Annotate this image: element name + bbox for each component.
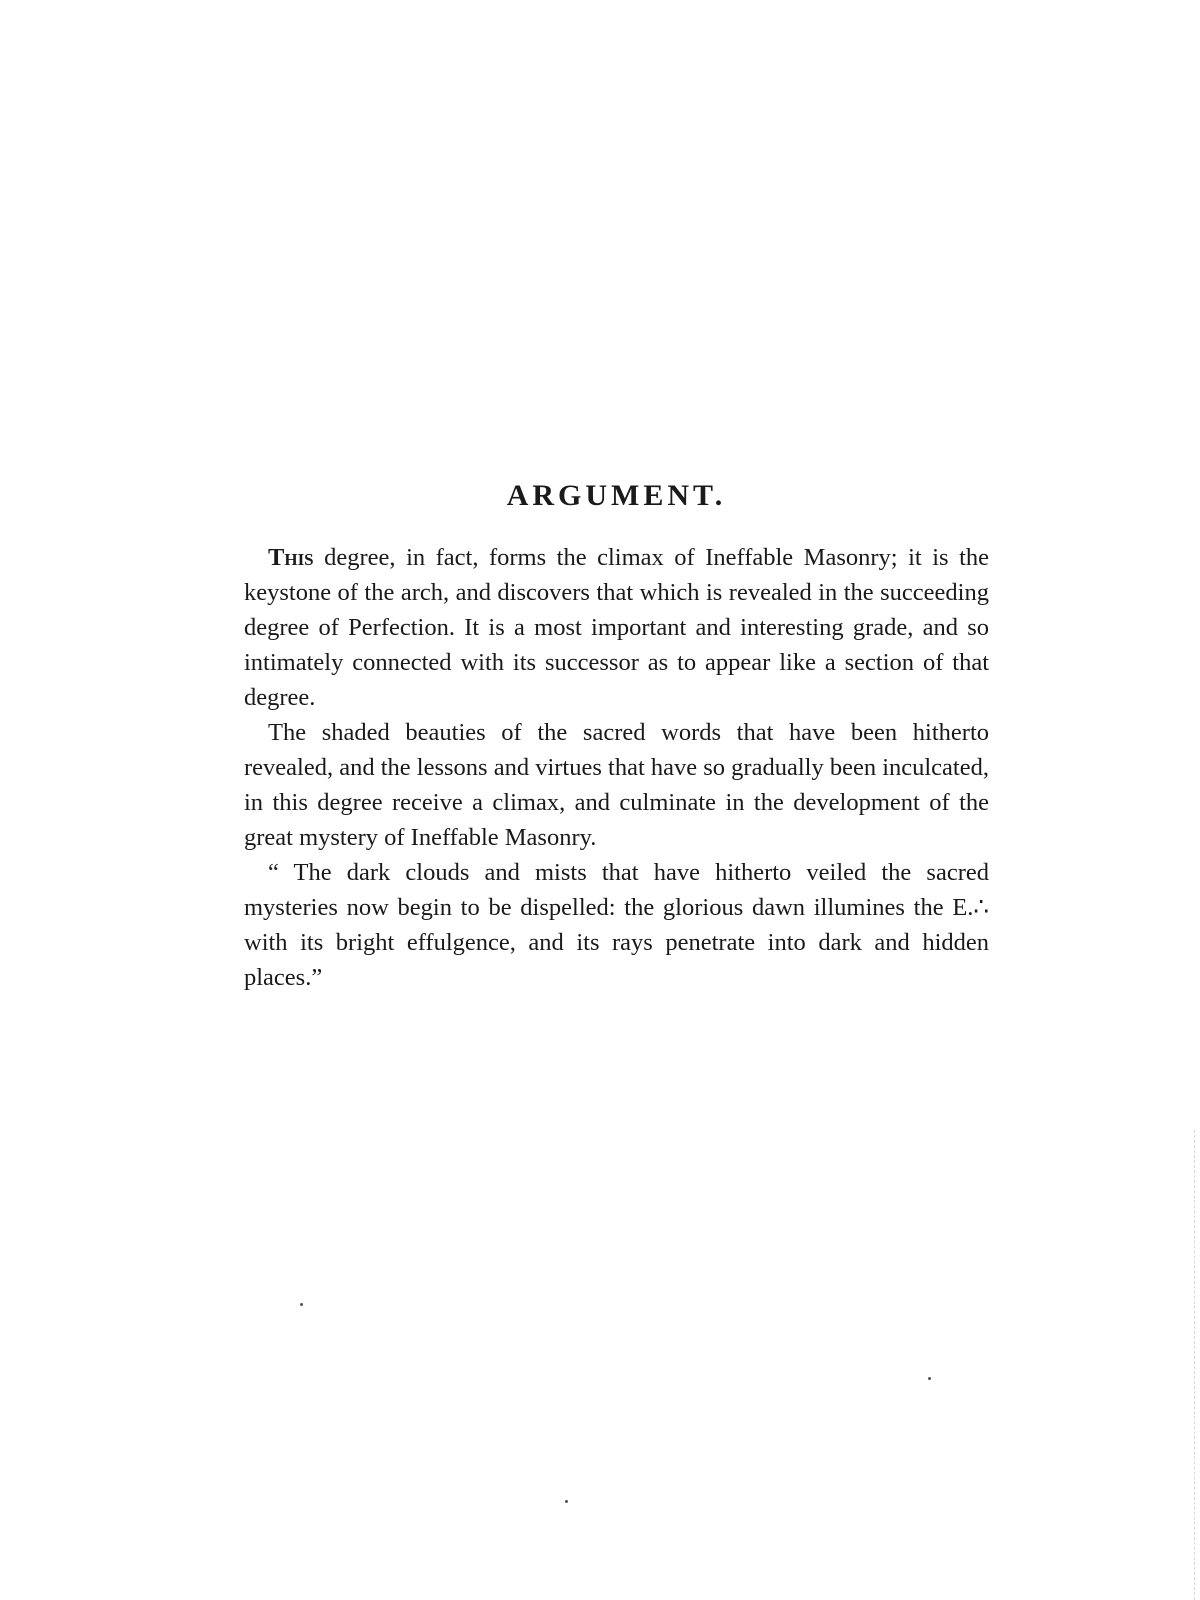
paragraph-3: “ The dark clouds and mists that have hitherto veiled the sacred mysteries now begin to be dispelled: the glorious dawn illumines the E.∴ with its bright effulgence, and its rays penetrate into dark and hidden places.” — [244, 859, 989, 991]
paragraph-2: The shaded beauties of the sacred words that have been hitherto revealed, and the lessons and virtues that have so gradually been inculcated, in this degree receive a climax, and culminate in the development of the great mystery of Ineffable Masonry. — [244, 719, 989, 851]
paper-speck — [300, 1303, 303, 1306]
paragraph-1-text: degree, in fact, forms the climax of Ineffable Masonry; it is the keystone of the arch, and discovers that which is revealed in the succeeding degree of Perfection. It is a most important and interesting grade, and so intimately connected with its successor as to appear like a section of that degree. — [244, 544, 989, 711]
argument-section — [244, 478, 989, 995]
page-edge — [1194, 1130, 1200, 1600]
paragraph-1-lead: This — [268, 544, 314, 571]
paragraph-1 — [244, 540, 989, 715]
paper-speck — [928, 1377, 931, 1380]
paper-speck — [565, 1500, 568, 1503]
page-title: ARGUMENT. — [506, 479, 727, 512]
